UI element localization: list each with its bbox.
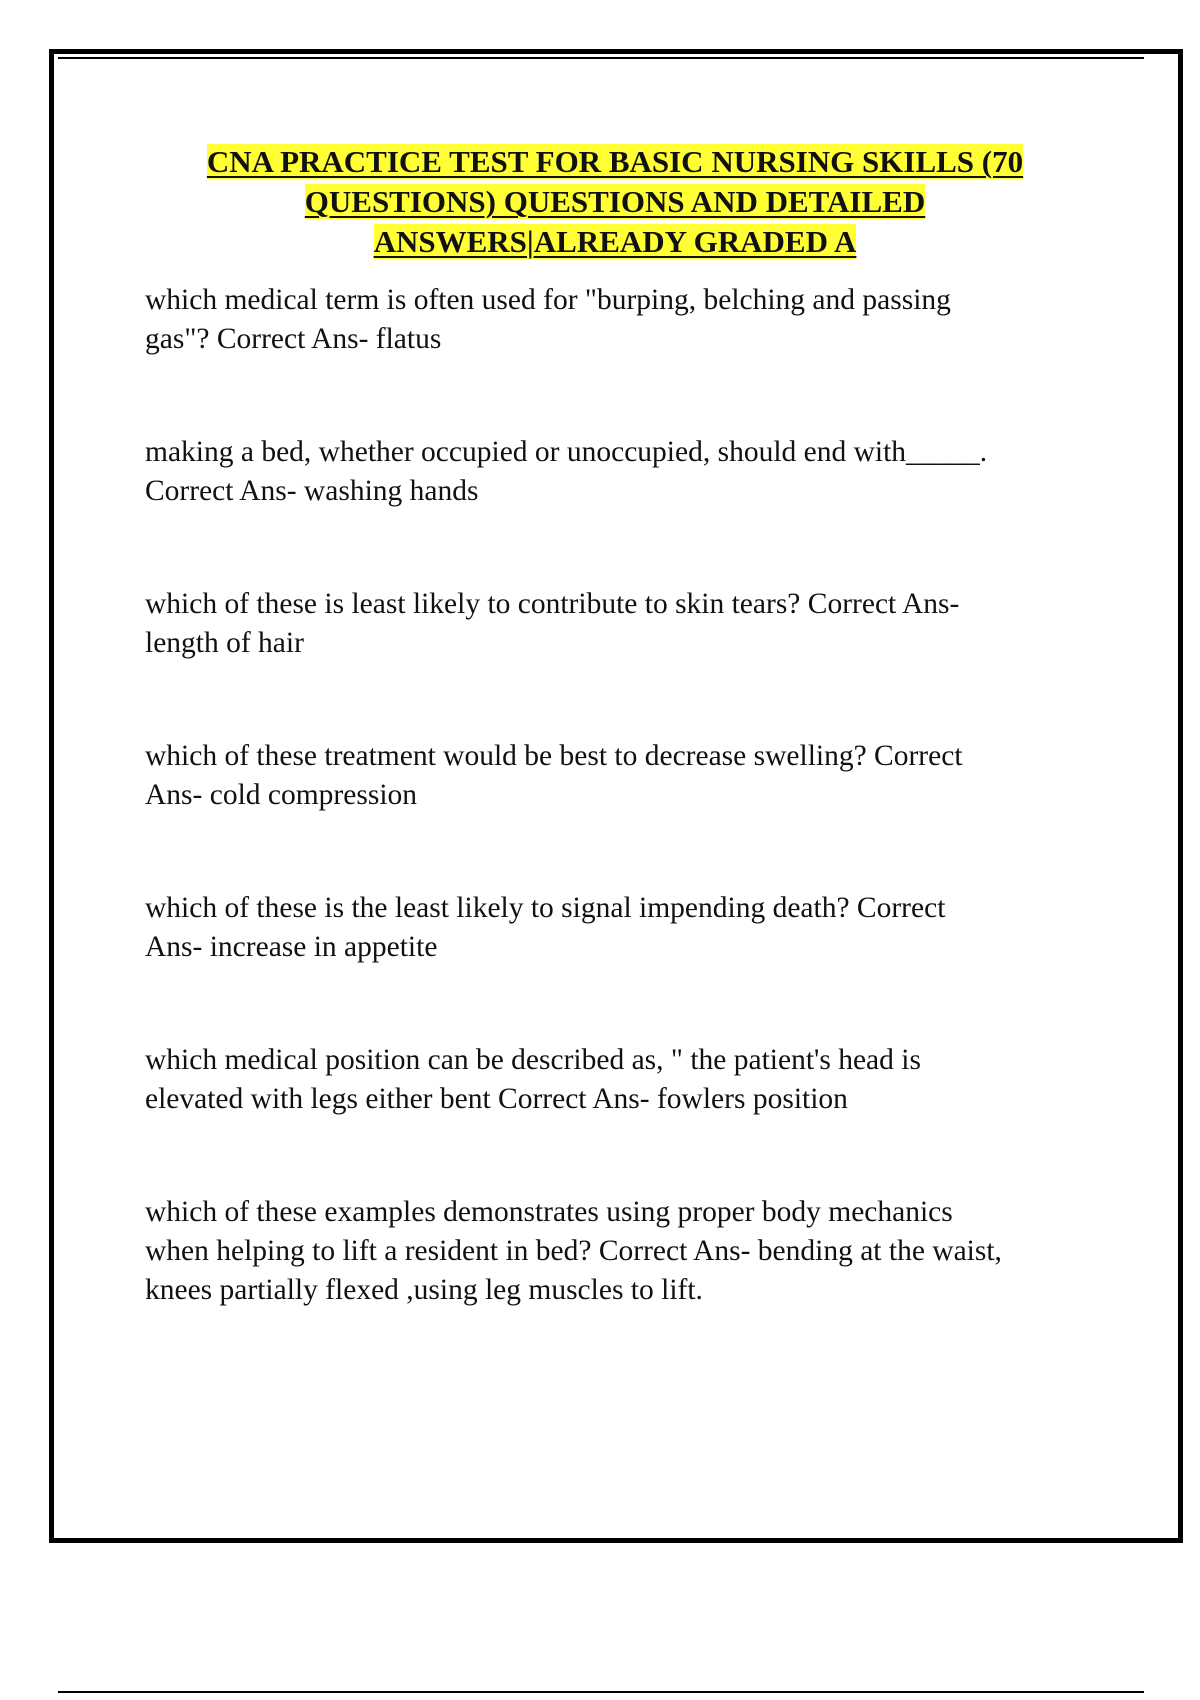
qa-item-3	[145, 585, 1095, 663]
qa-line: which of these examples demonstrates using proper body mechanics	[145, 1196, 953, 1228]
qa-line: gas"? Correct Ans- flatus	[145, 323, 442, 355]
qa-line: knees partially flexed ,using leg muscles to lift.	[145, 1274, 703, 1306]
qa-item-2	[145, 433, 1095, 511]
qa-line: which of these is least likely to contribute to skin tears? Correct Ans-	[145, 588, 960, 620]
qa-line: when helping to lift a resident in bed? Correct Ans- bending at the waist,	[145, 1235, 1002, 1267]
title-line-2: QUESTIONS) QUESTIONS AND DETAILED	[304, 184, 926, 219]
qa-line: which of these treatment would be best to decrease swelling? Correct	[145, 740, 963, 772]
question-answer-list	[145, 281, 1095, 1310]
qa-line: making a bed, whether occupied or unoccupied, should end with_____.	[145, 436, 988, 468]
qa-line: which medical term is often used for "burping, belching and passing	[145, 284, 951, 316]
qa-line: which medical position can be described as, " the patient's head is	[145, 1044, 921, 1076]
page-title	[150, 142, 1080, 262]
bottom-rule	[58, 1691, 1144, 1693]
title-line-1: CNA PRACTICE TEST FOR BASIC NURSING SKILLS (70	[206, 144, 1024, 179]
qa-item-4	[145, 737, 1095, 815]
qa-line: Correct Ans- washing hands	[145, 475, 479, 507]
qa-line: Ans- increase in appetite	[145, 931, 438, 963]
qa-item-7	[145, 1193, 1095, 1310]
qa-line: which of these is the least likely to signal impending death? Correct	[145, 892, 946, 924]
qa-item-5	[145, 889, 1095, 967]
qa-item-6	[145, 1041, 1095, 1119]
qa-line: length of hair	[145, 627, 304, 659]
title-line-3: ANSWERS|ALREADY GRADED A	[373, 224, 857, 259]
qa-line: elevated with legs either bent Correct Ans- fowlers position	[145, 1083, 848, 1115]
qa-item-1	[145, 281, 1095, 359]
qa-line: Ans- cold compression	[145, 779, 418, 811]
